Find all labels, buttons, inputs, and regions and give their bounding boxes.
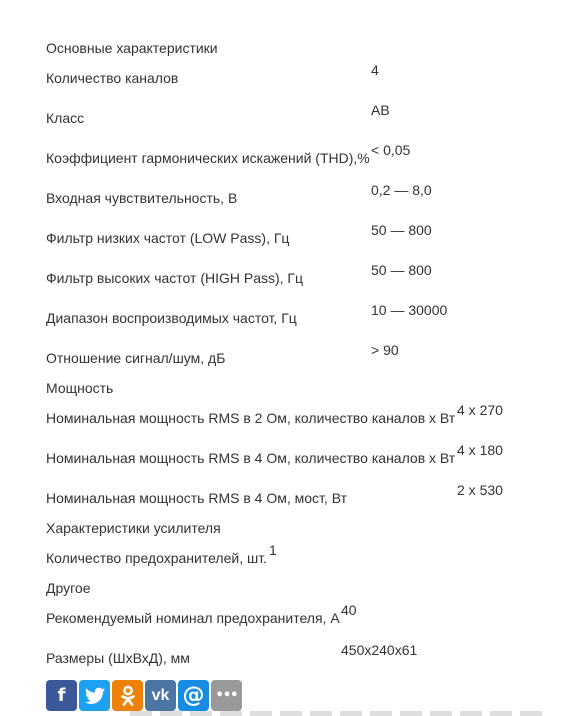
spec-value-class: AB xyxy=(371,102,390,118)
spec-label-thd: Коэффициент гармонических искажений (THD),% xyxy=(46,150,370,166)
spec-label-fuse-rating: Рекомендуемый номинал предохранителя, А xyxy=(46,610,340,626)
spec-value-rms-bridge: 2 x 530 xyxy=(457,482,503,498)
section-power: Мощность xyxy=(46,380,114,396)
spec-value-snr: > 90 xyxy=(371,342,399,358)
spec-value-rms-4ohm: 4 x 180 xyxy=(457,442,503,458)
facebook-share-button[interactable] xyxy=(46,680,77,711)
spec-label-low-pass: Фильтр низких частот (LOW Pass), Гц xyxy=(46,230,290,246)
spec-label-rms-4ohm: Номинальная мощность RMS в 4 Ом, количество каналов х Вт xyxy=(46,450,456,466)
section-other: Другое xyxy=(46,580,91,596)
twitter-icon xyxy=(85,687,105,705)
spec-value-rms-2ohm: 4 x 270 xyxy=(457,402,503,418)
spec-value-thd: < 0,05 xyxy=(371,142,411,158)
spec-value-dimensions: 450x240x61 xyxy=(341,642,418,658)
spec-label-rms-bridge: Номинальная мощность RMS в 4 Ом, мост, Вт xyxy=(46,490,347,506)
spec-value-high-pass: 50 — 800 xyxy=(371,262,432,278)
spec-label-fuse-count: Количество предохранителей, шт. xyxy=(46,550,267,566)
spec-label-rms-2ohm: Номинальная мощность RMS в 2 Ом, количество каналов х Вт xyxy=(46,410,456,426)
more-icon: ••• xyxy=(215,688,238,703)
spec-value-frequency-range: 10 — 30000 xyxy=(371,302,448,318)
mail-share-button[interactable] xyxy=(178,680,209,711)
facebook-icon: f xyxy=(57,685,66,706)
spec-label-class: Класс xyxy=(46,110,85,126)
spec-value-channels: 4 xyxy=(371,62,379,78)
vkontakte-share-button[interactable] xyxy=(145,680,176,711)
spec-label-channels: Количество каналов xyxy=(46,70,179,86)
spec-value-input-sensitivity: 0,2 — 8,0 xyxy=(371,182,432,198)
vkontakte-icon: vk xyxy=(151,686,170,704)
spec-label-frequency-range: Диапазон воспроизводимых частот, Гц xyxy=(46,310,297,326)
spec-value-low-pass: 50 — 800 xyxy=(371,222,432,238)
more-share-button[interactable] xyxy=(211,680,242,711)
spec-label-high-pass: Фильтр высоких частот (HIGH Pass), Гц xyxy=(46,270,304,286)
section-main-specs: Основные характеристики xyxy=(46,40,218,56)
cut-off-content xyxy=(130,711,550,716)
share-bar xyxy=(46,680,242,711)
spec-value-fuse-rating: 40 xyxy=(341,602,357,618)
spec-label-dimensions: Размеры (ШхВхД), мм xyxy=(46,650,190,666)
mail-icon: @ xyxy=(182,683,205,708)
odnoklassniki-icon xyxy=(120,685,136,707)
section-amplifier: Характеристики усилителя xyxy=(46,520,221,536)
spec-value-fuse-count: 1 xyxy=(269,542,277,558)
odnoklassniki-share-button[interactable] xyxy=(112,680,143,711)
spec-label-snr: Отношение сигнал/шум, дБ xyxy=(46,350,226,366)
twitter-share-button[interactable] xyxy=(79,680,110,711)
spec-label-input-sensitivity: Входная чувствительность, В xyxy=(46,190,238,206)
